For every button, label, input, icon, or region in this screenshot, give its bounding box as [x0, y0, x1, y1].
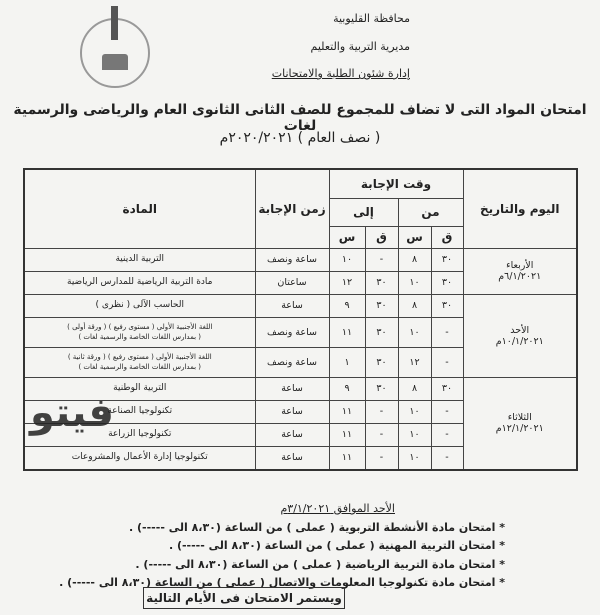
duration-cell: ساعة ونصف	[255, 347, 329, 377]
duration-cell: ساعة	[255, 377, 329, 400]
from-m-cell: ٣٠	[431, 377, 463, 400]
day-date-cell	[463, 248, 577, 294]
watermark-logo	[30, 390, 114, 436]
governorate-label: محافظة القليوبية	[333, 12, 410, 25]
to-h-cell: ١١	[329, 423, 365, 446]
notes-heading: الأحد الموافق ٣/١/٢٠٢١م	[280, 502, 395, 515]
duration-cell: ساعة	[255, 400, 329, 423]
subject-cell	[24, 347, 255, 377]
header-to-hour: س	[329, 226, 365, 248]
header-to-minute: ق	[365, 226, 398, 248]
subject-label: اللغة الأجنبية الأولى ( مستوى رفيع ) ( ورقة أولى )	[67, 323, 213, 331]
duration-cell: ساعة	[255, 446, 329, 470]
from-h-cell: ١٠	[398, 400, 431, 423]
duration-cell: ساعة ونصف	[255, 248, 329, 271]
to-h-cell: ٩	[329, 294, 365, 317]
header-from: من	[398, 198, 463, 226]
note-item: * امتحان مادة تكنولوجيا المعلومات والاتصال ( عملى ) من الساعة (٨،٣٠ الى -----) .	[59, 576, 505, 589]
header-day-date: اليوم والتاريخ	[463, 169, 577, 248]
from-m-cell: -	[431, 400, 463, 423]
from-h-cell: ٨	[398, 248, 431, 271]
from-m-cell: -	[431, 423, 463, 446]
from-h-cell: ٨	[398, 377, 431, 400]
subject-label: تكنولوجيا إدارة الأعمال والمشروعات	[71, 452, 208, 462]
to-h-cell: ١	[329, 347, 365, 377]
subject-cell	[24, 294, 255, 317]
from-m-cell: -	[431, 317, 463, 347]
subject-label: الحاسب الآلى ( نظرى )	[95, 300, 184, 310]
date-label: ١٠/١/٢٠٢١م	[495, 335, 544, 347]
subject-label: اللغة الأجنبية الأولى ( مستوى رفيع ) ( ورقة ثانية )	[67, 353, 212, 361]
duration-cell: ساعة	[255, 294, 329, 317]
day-date-cell	[463, 377, 577, 470]
to-h-cell: ١١	[329, 446, 365, 470]
subject-cell	[24, 271, 255, 294]
subject-label: التربية الوطنية	[113, 383, 167, 393]
subject-label: تكنولوجيا الصناعة	[107, 406, 173, 416]
header-from-minute: ق	[431, 226, 463, 248]
to-m-cell: ٣٠	[365, 347, 398, 377]
from-h-cell: ١٠	[398, 271, 431, 294]
day-label: الثلاثاء	[507, 412, 532, 423]
subject-note: ( بمدارس اللغات الخاصة والرسمية لغات )	[78, 333, 202, 341]
day-label: الأحد	[510, 324, 530, 336]
header-subject: المادة	[24, 169, 255, 248]
document-subtitle: ( نصف العام ) ٢٠٢٠/٢٠٢١م	[219, 130, 381, 146]
date-label: ٦/١/٢٠٢١م	[498, 271, 542, 282]
from-m-cell: ٣٠	[431, 294, 463, 317]
to-h-cell: ١١	[329, 400, 365, 423]
to-m-cell: -	[365, 400, 398, 423]
from-m-cell: ٣٠	[431, 271, 463, 294]
day-label: الأربعاء	[506, 260, 534, 271]
table-row	[24, 248, 577, 271]
from-h-cell: ١٠	[398, 317, 431, 347]
from-h-cell: ١٠	[398, 423, 431, 446]
subject-cell	[24, 446, 255, 470]
header-duration: زمن الإجابة	[255, 169, 329, 248]
to-h-cell: ٩	[329, 377, 365, 400]
table-row	[24, 294, 577, 317]
practical-exams-notes	[59, 500, 505, 593]
header-from-hour: س	[398, 226, 431, 248]
duration-cell: ساعتان	[255, 271, 329, 294]
note-item: * امتحان مادة الأنشطة التربوية ( عملى ) من الساعة (٨،٣٠ الى -----) .	[129, 520, 505, 534]
to-h-cell: ١١	[329, 317, 365, 347]
directorate-label: مديرية التربية والتعليم	[310, 40, 410, 53]
to-h-cell: ١٢	[329, 271, 365, 294]
duration-cell: ساعة ونصف	[255, 317, 329, 347]
duration-cell: ساعة	[255, 423, 329, 446]
subject-label: تكنولوجيا الزراعة	[108, 429, 172, 439]
subject-label: مادة التربية الرياضية للمدارس الرياضية	[67, 277, 213, 287]
subject-label: التربية الدينية	[115, 254, 165, 264]
from-m-cell: ٣٠	[431, 248, 463, 271]
note-item: * امتحان مادة التربية الرياضية ( عملى ) من الساعة (٨،٣٠ الى -----) .	[135, 557, 505, 571]
from-m-cell: -	[431, 446, 463, 470]
from-m-cell: -	[431, 347, 463, 377]
to-m-cell: ٣٠	[365, 294, 398, 317]
from-h-cell: ١٠	[398, 446, 431, 470]
date-label: ١٢/١/٢٠٢١م	[495, 423, 544, 434]
ministry-seal-logo	[80, 18, 150, 88]
to-m-cell: ٣٠	[365, 317, 398, 347]
to-m-cell: -	[365, 248, 398, 271]
to-m-cell: ٣٠	[365, 271, 398, 294]
header-to: إلى	[329, 198, 398, 226]
from-h-cell: ١٢	[398, 347, 431, 377]
header-answer-time: وقت الإجابة	[329, 169, 463, 198]
subject-cell	[24, 248, 255, 271]
to-m-cell: -	[365, 446, 398, 470]
continue-notice-box: ويستمر الامتحان فى الأيام التالية	[143, 587, 345, 609]
to-m-cell: -	[365, 423, 398, 446]
subject-cell	[24, 317, 255, 347]
subject-note: ( بمدارس اللغات الخاصة والرسمية لغات )	[78, 363, 202, 371]
from-h-cell: ٨	[398, 294, 431, 317]
department-label: إدارة شئون الطلبة والامتحانات	[271, 67, 410, 80]
note-item: * امتحان التربية المهنية ( عملى ) من الساعة (٨،٣٠ الى -----) .	[168, 539, 505, 552]
to-h-cell: ١٠	[329, 248, 365, 271]
watermark-text: فيتو	[30, 390, 114, 436]
day-date-cell	[463, 294, 577, 377]
document-title: امتحان المواد التى لا تضاف للمجموع للصف الثانى الثانوى العام والرياضى والرسمية لغات	[13, 102, 587, 134]
to-m-cell: ٣٠	[365, 377, 398, 400]
